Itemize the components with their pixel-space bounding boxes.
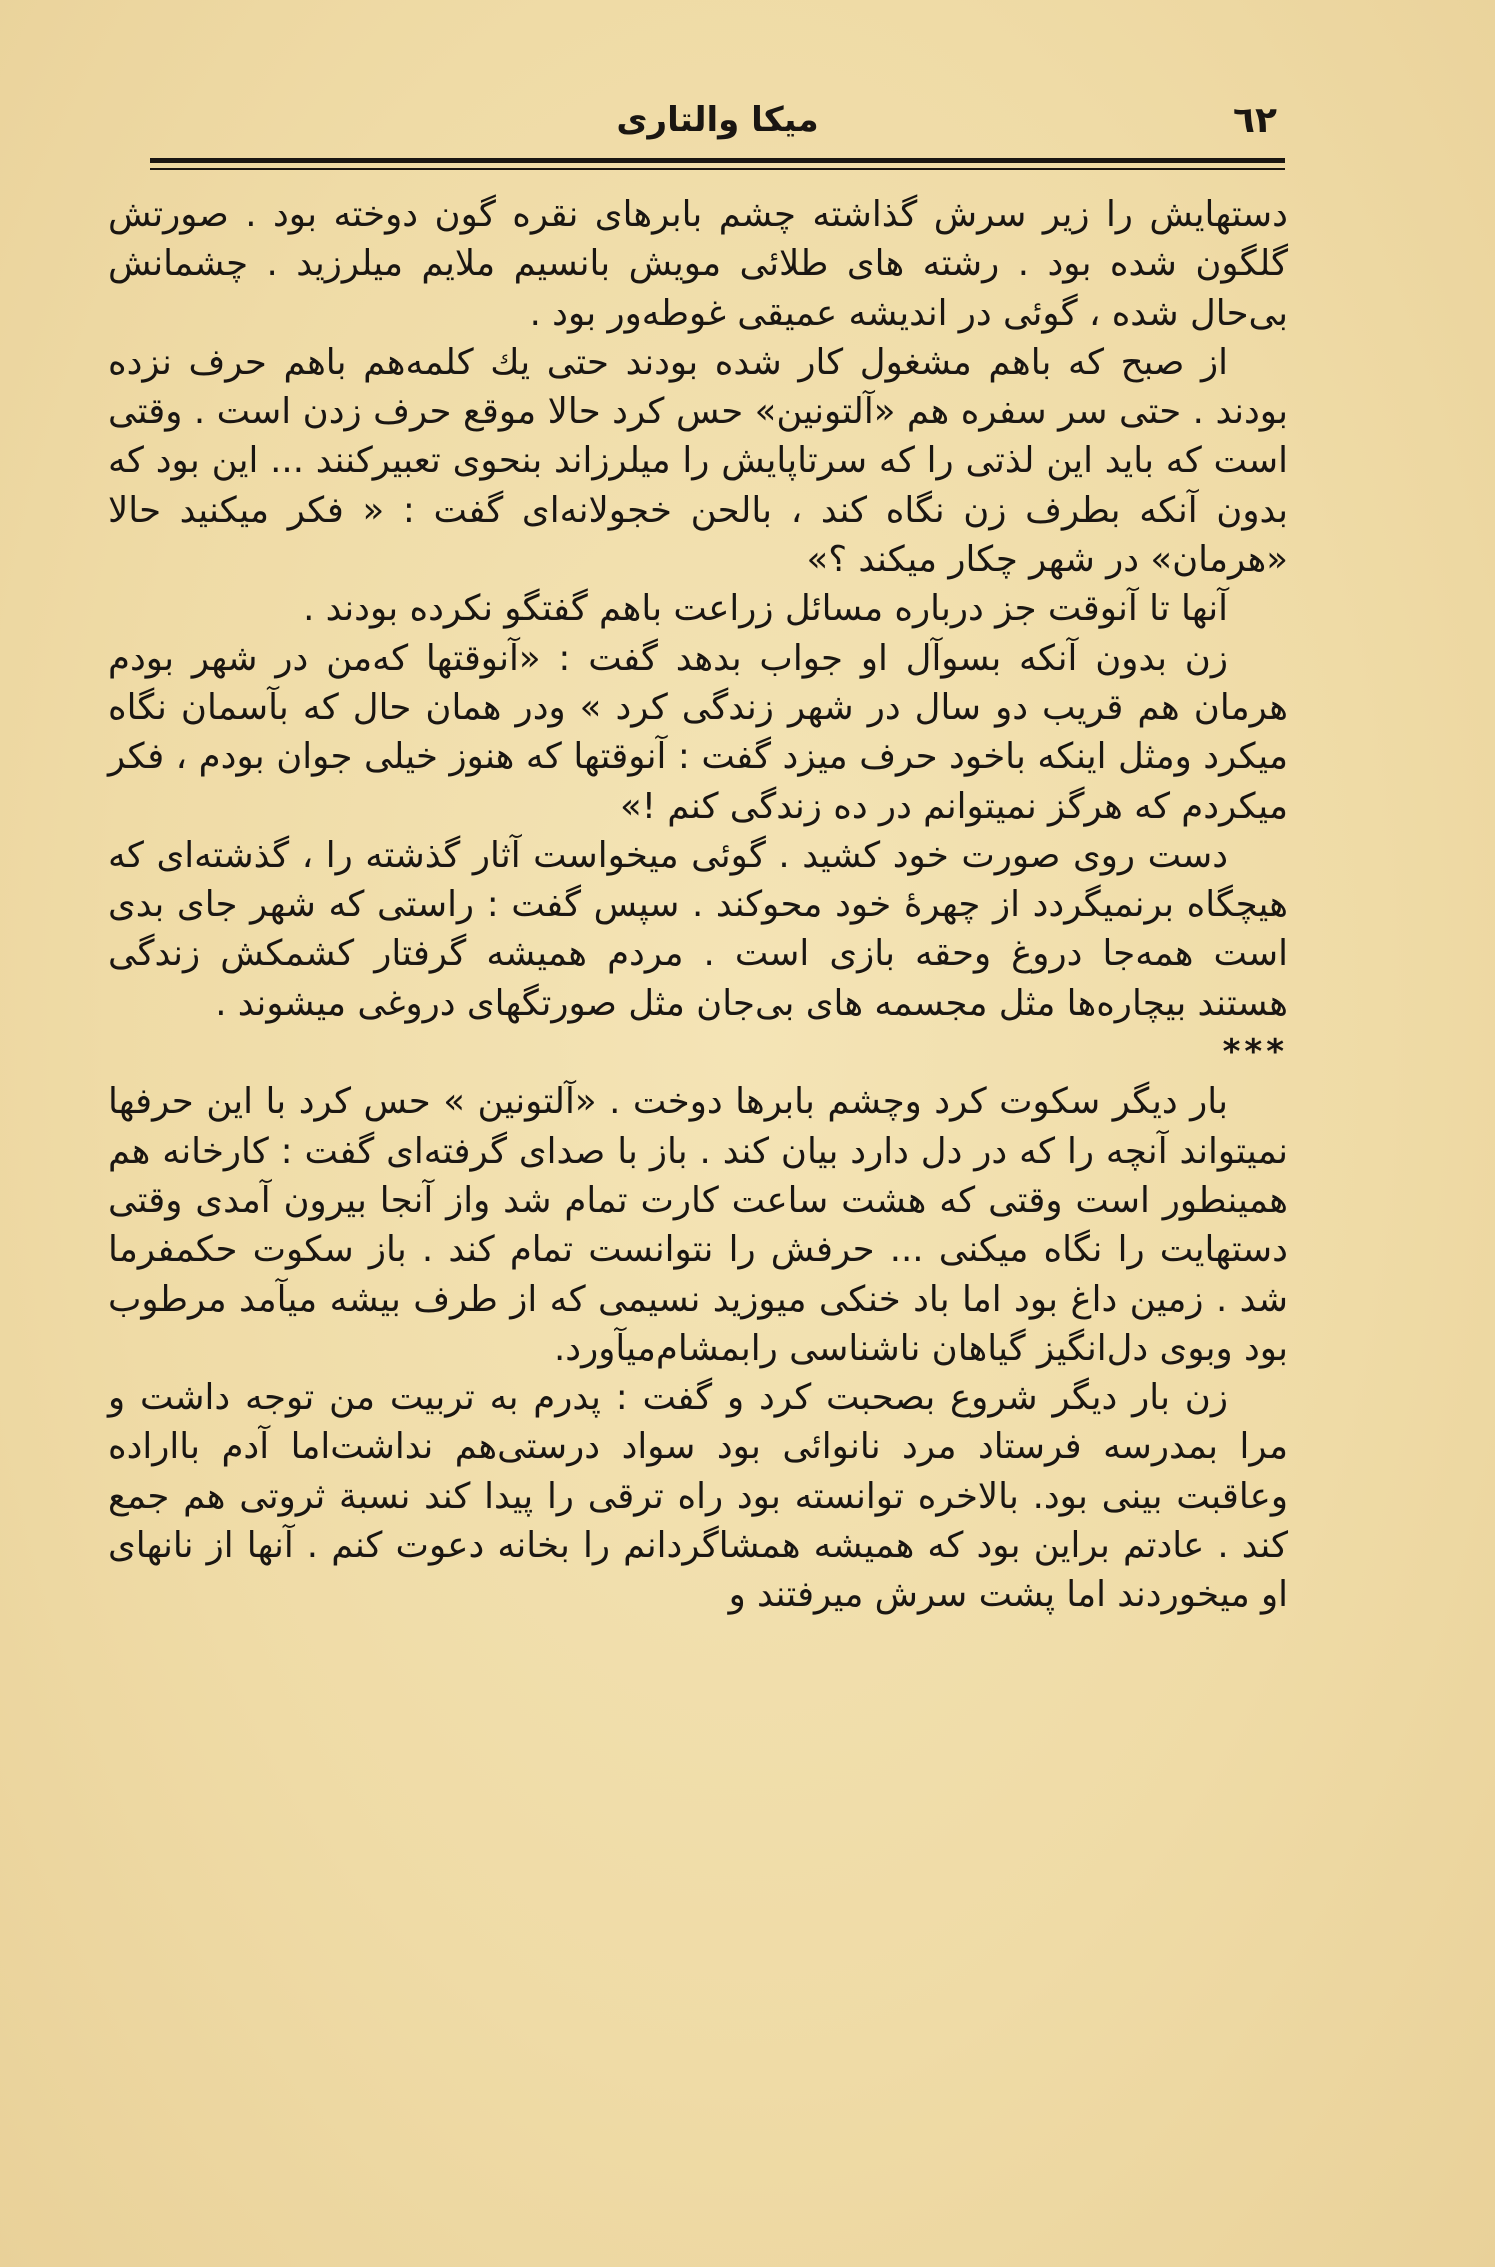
header-rule-thin <box>150 168 1285 170</box>
paragraph: بار دیگر سکوت کرد وچشم بابرها دوخت . «آلتونین » حس کرد با این حرفها نمیتواند آنچه را که در دل دارد بیان کند . باز با صدای گرفته‌ای گفت : کارخانه هم همینطور است وقتی که هشت ساعت کارت تمام شد واز آنجا بیرون آمدی وقتی دستهایت را نگاه میکنی ... حرفش را نتوانست تمام کند . باز سکوت حکمفرما شد . زمین داغ بود اما باد خنکی میوزید نسیمی که از طرف بیشه میآمد مرطوب بود وبوی دل‌انگیز گیاهان ناشناسی رابمشام‌میآورد. <box>108 1081 1288 1369</box>
body-text <box>108 190 1288 1620</box>
page-header <box>150 96 1285 156</box>
paragraph: زن بار دیگر شروع بصحبت کرد و گفت : پدرم به تربیت من توجه داشت و مرا بمدرسه فرستاد مرد نانوائی بود سواد درستی‌هم نداشت‌اما آدم بااراده وعاقبت بینی بود. بالاخره توانسته بود راه ترقی را پیدا کند نسبة ثروتی هم جمع کند . عادتم براین بود که همیشه همشاگردانم را بخانه دعوت کنم . آنها از نانهای او میخوردند اما پشت سرش میرفتند و <box>108 1377 1288 1616</box>
paragraph: دست روی صورت خود کشید . گوئی میخواست آثار گذشته را ، گذشته‌ای که هیچگاه برنمیگردد از چهرهٔ خود محوکند . سپس گفت : راستی که شهر جای بدی است همه‌جا دروغ وحقه بازی است . مردم همیشه گرفتار کشمکش زندگی هستند بیچاره‌ها مثل مجسمه های بی‌جان مثل صورتگهای دروغی میشوند . <box>108 834 1288 1024</box>
paragraph: دستهایش را زیر سرش گذاشته چشم بابرهای نقره گون دوخته بود . صورتش گلگون شده بود . رشته های طلائی مویش بانسیم ملایم میلرزید . چشمانش بی‌حال شده ، گوئی در اندیشه عمیقی غوطه‌ور بود . <box>108 194 1288 334</box>
paragraph: آنها تا آنوقت جز درباره مسائل زراعت باهم گفتگو نکرده بودند . <box>303 588 1228 630</box>
paragraph: از صبح که باهم مشغول کار شده بودند حتی یك کلمه‌هم باهم حرف نزده بودند . حتی سر سفره هم «آلتونین» حس کرد حالا موقع حرف زدن است . وقتی است که باید این لذتی را که سرتاپایش را میلرزاند بنحوی تعبیرکنند ... این بود که بدون آنکه بطرف زن نگاه کند ، بالحن خجولانه‌ای گفت : « فکر میکنید حالا «هرمان» در شهر چکار میکند ؟» <box>108 341 1288 581</box>
page-number: ٦٢ <box>1233 100 1277 141</box>
paragraph: زن بدون آنکه بسوآل او جواب بدهد گفت : «آنوقتها که‌من در شهر بودم هرمان هم قریب دو سال در شهر زندگی کرد » ودر همان حال که بآسمان نگاه میکرد ومثل اینکه باخود حرف میزد گفت : آنوقتها که هنوز خیلی جوان بودم ، فکر میکردم که هرگز نمیتوانم در ده زندگی کنم !» <box>108 637 1288 827</box>
running-title: میکا والتاری <box>616 100 819 140</box>
section-separator: *** <box>1222 1032 1288 1073</box>
header-rule-thick <box>150 158 1285 163</box>
